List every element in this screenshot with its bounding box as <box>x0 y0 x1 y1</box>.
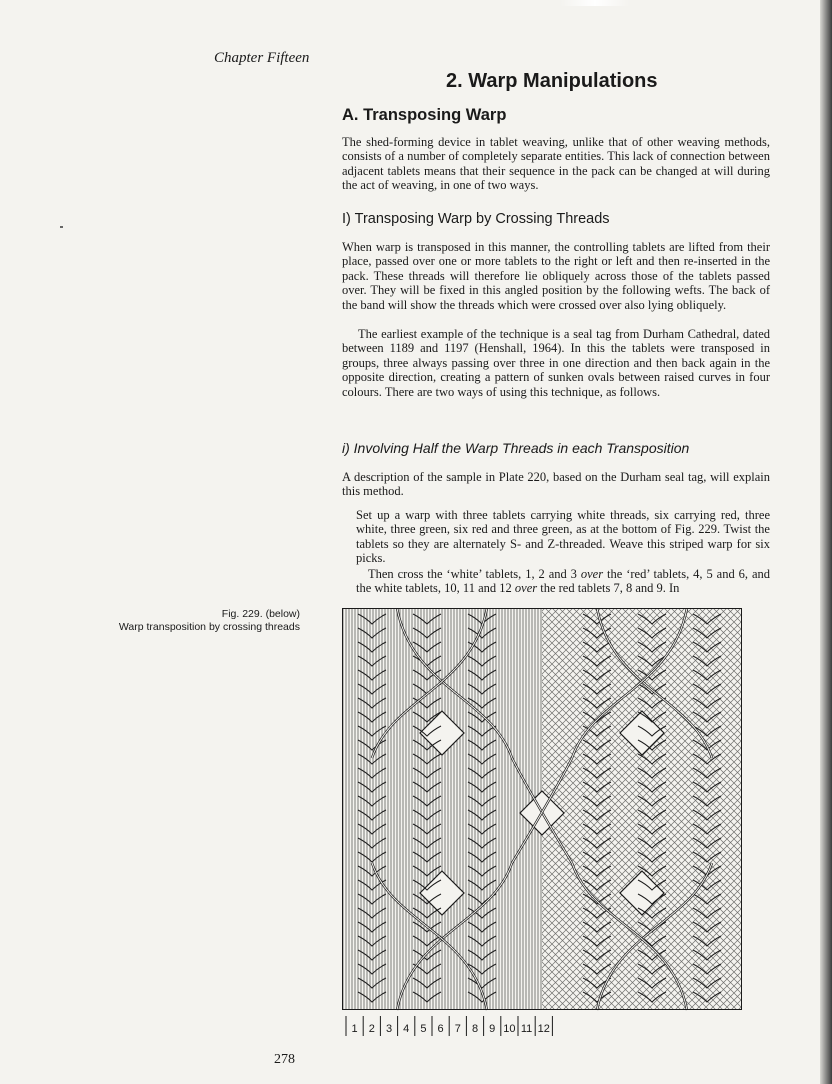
paragraph-cross <box>356 567 770 596</box>
cross-text-c: the red tablets 7, 8 and 9. In <box>537 581 680 596</box>
scan-highlight <box>560 0 630 6</box>
paragraph-transposing: When warp is transposed in this manner, the controlling tablets are lifted from their place, passed over one or more tablets to the right or left and then re-inserted in the pack. These threads will therefore lie obliquely across those of the tablets passed over. They will be fixed in this angled position by the following wefts. The back of the band will show the threads which were crossed over also lying obliquely. <box>342 240 770 312</box>
subsection-title: I) Transposing Warp by Crossing Threads <box>342 211 610 227</box>
tablet-number-9: 9 <box>489 1023 496 1035</box>
tablet-number-3: 3 <box>385 1023 393 1035</box>
paragraph-setup: Set up a warp with three tablets carrying white threads, six carrying red, three white, three green, six red and three green, as at the bottom of Fig. 229. Twist the tablets so they are alternately S- and Z-threaded. Weave this striped warp for six picks. <box>356 508 770 566</box>
section-title: A. Transposing Warp <box>342 106 507 124</box>
cross-text-b: the ‘red’ tablets, 4, 5 and 6, and the white tablets, 10, 11 and 12 <box>356 567 770 596</box>
subsubsection-title: i) Involving Half the Warp Threads in each Transposition <box>342 440 690 456</box>
warp-transposition-figure <box>342 608 762 1040</box>
tablet-number-1: 1 <box>351 1023 358 1035</box>
tablet-number-10: 10 <box>503 1023 516 1035</box>
cross-text-a: Then cross the ‘white’ tablets, 1, 2 and 3 <box>368 567 581 581</box>
band-left-texture <box>342 608 542 1010</box>
cross-text-over-1: over <box>580 567 604 581</box>
tablet-number-7: 7 <box>454 1023 461 1035</box>
page-edge-shadow <box>820 0 832 1084</box>
paragraph-durham: The earliest example of the technique is a seal tag from Durham Cathedral, dated between 1189 and 1197 (Henshall, 1964). In this the tablets were transposed in groups, three always passing over three in one direction and then back again in the opposite direction, creating a pattern of sunken ovals between raised curves in four colours. There are two ways of using this technique, as follows. <box>342 327 770 399</box>
paragraph-description: A description of the sample in Plate 220, based on the Durham seal tag, will explain this method. <box>342 470 770 499</box>
running-head: Chapter Fifteen <box>214 50 310 66</box>
tablet-number-4: 4 <box>403 1023 410 1035</box>
tablet-number-6: 6 <box>437 1023 444 1035</box>
band-right-texture <box>542 608 742 1010</box>
figure-number: Fig. 229. (below) <box>221 608 300 620</box>
tablet-number-8: 8 <box>471 1023 479 1035</box>
tablet-number-11: 11 <box>520 1023 533 1035</box>
figure-description: Warp transposition by crossing threads <box>118 621 300 633</box>
chapter-title: 2. Warp Manipulations <box>446 70 658 92</box>
margin-speck <box>60 226 63 228</box>
figure-caption <box>119 608 300 634</box>
tablet-number-5: 5 <box>420 1023 427 1035</box>
cross-text-over-2: over <box>514 581 538 596</box>
page-number: 278 <box>274 1052 295 1067</box>
paragraph-intro: The shed-forming device in tablet weaving, unlike that of other weaving methods, consists of a number of completely separate entities. This lack of connection between adjacent tablets means that their sequence in the pack can be changed at will during the act of weaving, in one of two ways. <box>342 135 770 193</box>
tablet-number-2: 2 <box>368 1023 375 1035</box>
tablet-number-12: 12 <box>537 1023 550 1035</box>
